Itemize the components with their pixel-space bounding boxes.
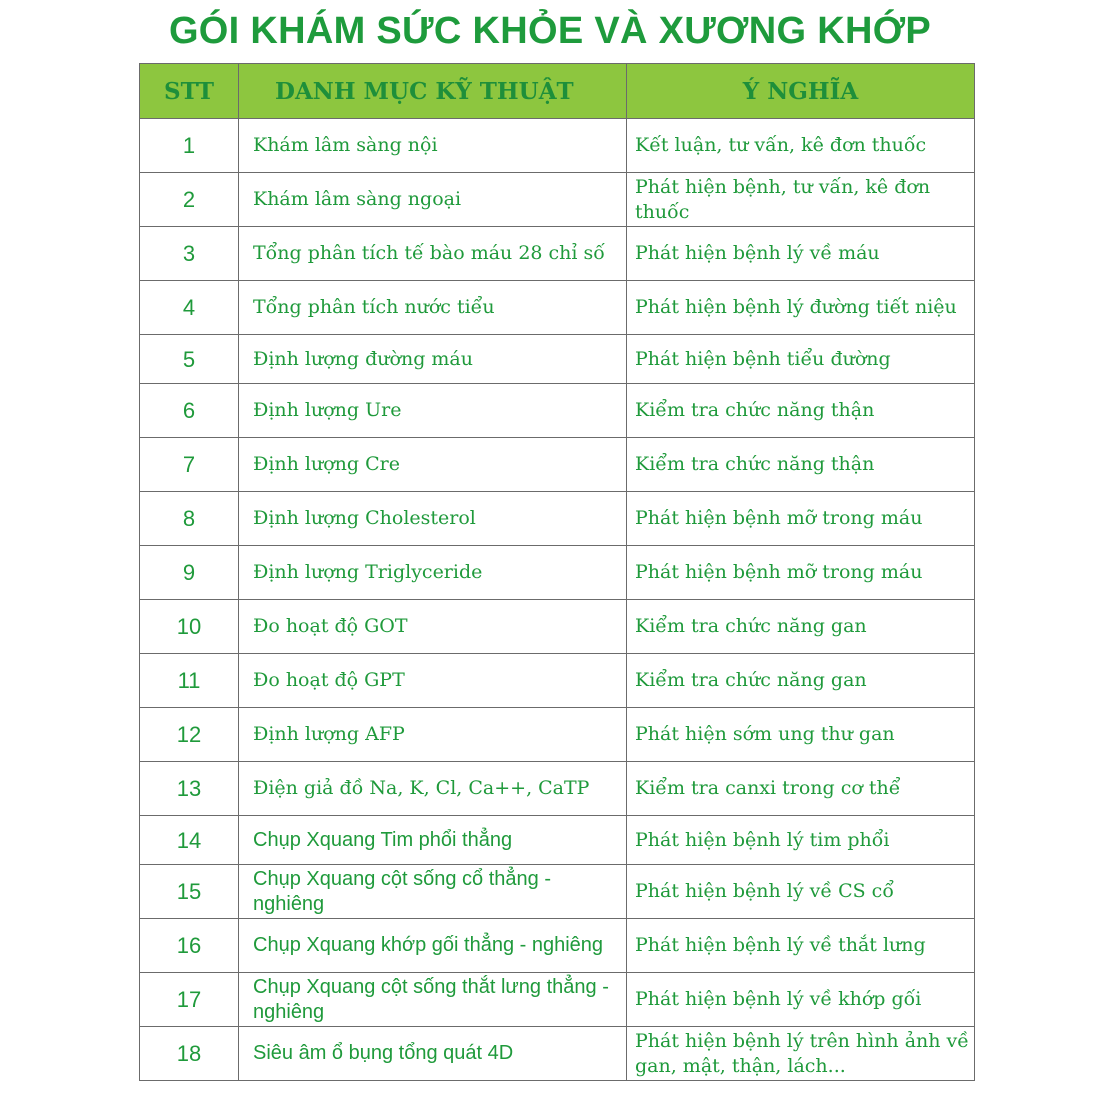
row-stt: 9 (140, 546, 239, 600)
row-stt: 7 (140, 438, 239, 492)
row-stt: 2 (140, 173, 239, 227)
table-row (140, 708, 975, 762)
row-stt: 11 (140, 654, 239, 708)
row-meaning: Phát hiện bệnh tiểu đường (627, 335, 975, 384)
table-row (140, 335, 975, 384)
table-row (140, 546, 975, 600)
page-title: GÓI KHÁM SỨC KHỎE VÀ XƯƠNG KHỚP (168, 10, 932, 52)
table-row (140, 816, 975, 865)
row-meaning: Phát hiện bệnh mỡ trong máu (627, 546, 975, 600)
row-meaning: Kết luận, tư vấn, kê đơn thuốc (627, 119, 975, 173)
exam-package-table (139, 63, 975, 1081)
table-row (140, 119, 975, 173)
row-meaning: Phát hiện bệnh lý về thắt lưng (627, 919, 975, 973)
table-header (140, 64, 975, 119)
table-row (140, 865, 975, 919)
row-stt: 5 (140, 335, 239, 384)
header-meaning: Ý NGHĨA (627, 64, 975, 119)
row-meaning: Phát hiện bệnh lý về máu (627, 227, 975, 281)
row-stt: 13 (140, 762, 239, 816)
row-technique: Định lượng Cre (239, 438, 627, 492)
row-stt: 16 (140, 919, 239, 973)
row-technique: Đo hoạt độ GPT (239, 654, 627, 708)
table-row (140, 492, 975, 546)
table-row (140, 762, 975, 816)
table-row (140, 654, 975, 708)
row-technique: Chụp Xquang Tim phổi thẳng (239, 816, 627, 865)
table-row (140, 973, 975, 1027)
row-stt: 3 (140, 227, 239, 281)
row-stt: 15 (140, 865, 239, 919)
row-technique: Định lượng AFP (239, 708, 627, 762)
row-meaning: Phát hiện bệnh lý trên hình ảnh về gan, mật, thận, lách... (627, 1027, 975, 1081)
table-row (140, 227, 975, 281)
row-stt: 10 (140, 600, 239, 654)
row-stt: 14 (140, 816, 239, 865)
header-row (140, 64, 975, 119)
row-technique: Chụp Xquang cột sống cổ thẳng - nghiêng (239, 865, 627, 919)
row-meaning: Phát hiện bệnh lý về CS cổ (627, 865, 975, 919)
row-technique: Khám lâm sàng nội (239, 119, 627, 173)
row-meaning: Phát hiện bệnh mỡ trong máu (627, 492, 975, 546)
row-meaning: Kiểm tra chức năng thận (627, 384, 975, 438)
row-stt: 8 (140, 492, 239, 546)
row-technique: Định lượng Triglyceride (239, 546, 627, 600)
row-technique: Chụp Xquang cột sống thắt lưng thẳng - nghiêng (239, 973, 627, 1027)
table-row (140, 1027, 975, 1081)
row-meaning: Phát hiện bệnh, tư vấn, kê đơn thuốc (627, 173, 975, 227)
row-stt: 18 (140, 1027, 239, 1081)
row-meaning: Phát hiện bệnh lý về khớp gối (627, 973, 975, 1027)
row-technique: Đo hoạt độ GOT (239, 600, 627, 654)
table-row (140, 438, 975, 492)
row-technique: Tổng phân tích tế bào máu 28 chỉ số (239, 227, 627, 281)
header-technique: DANH MỤC KỸ THUẬT (239, 64, 627, 119)
table-row (140, 173, 975, 227)
row-meaning: Phát hiện bệnh lý đường tiết niệu (627, 281, 975, 335)
row-meaning: Phát hiện bệnh lý tim phổi (627, 816, 975, 865)
row-meaning: Kiểm tra canxi trong cơ thể (627, 762, 975, 816)
row-stt: 1 (140, 119, 239, 173)
row-meaning: Phát hiện sớm ung thư gan (627, 708, 975, 762)
row-technique: Định lượng Ure (239, 384, 627, 438)
row-technique: Tổng phân tích nước tiểu (239, 281, 627, 335)
row-technique: Khám lâm sàng ngoại (239, 173, 627, 227)
row-technique: Định lượng Cholesterol (239, 492, 627, 546)
row-stt: 4 (140, 281, 239, 335)
row-stt: 6 (140, 384, 239, 438)
header-stt: STT (140, 64, 239, 119)
row-technique: Chụp Xquang khớp gối thẳng - nghiêng (239, 919, 627, 973)
row-stt: 12 (140, 708, 239, 762)
table-body (140, 119, 975, 1081)
row-meaning: Kiểm tra chức năng gan (627, 654, 975, 708)
row-meaning: Kiểm tra chức năng gan (627, 600, 975, 654)
row-technique: Định lượng đường máu (239, 335, 627, 384)
table-row (140, 919, 975, 973)
row-meaning: Kiểm tra chức năng thận (627, 438, 975, 492)
table-row (140, 281, 975, 335)
row-stt: 17 (140, 973, 239, 1027)
table-row (140, 600, 975, 654)
row-technique: Điện giả đồ Na, K, Cl, Ca++, CaTP (239, 762, 627, 816)
table-row (140, 384, 975, 438)
row-technique: Siêu âm ổ bụng tổng quát 4D (239, 1027, 627, 1081)
